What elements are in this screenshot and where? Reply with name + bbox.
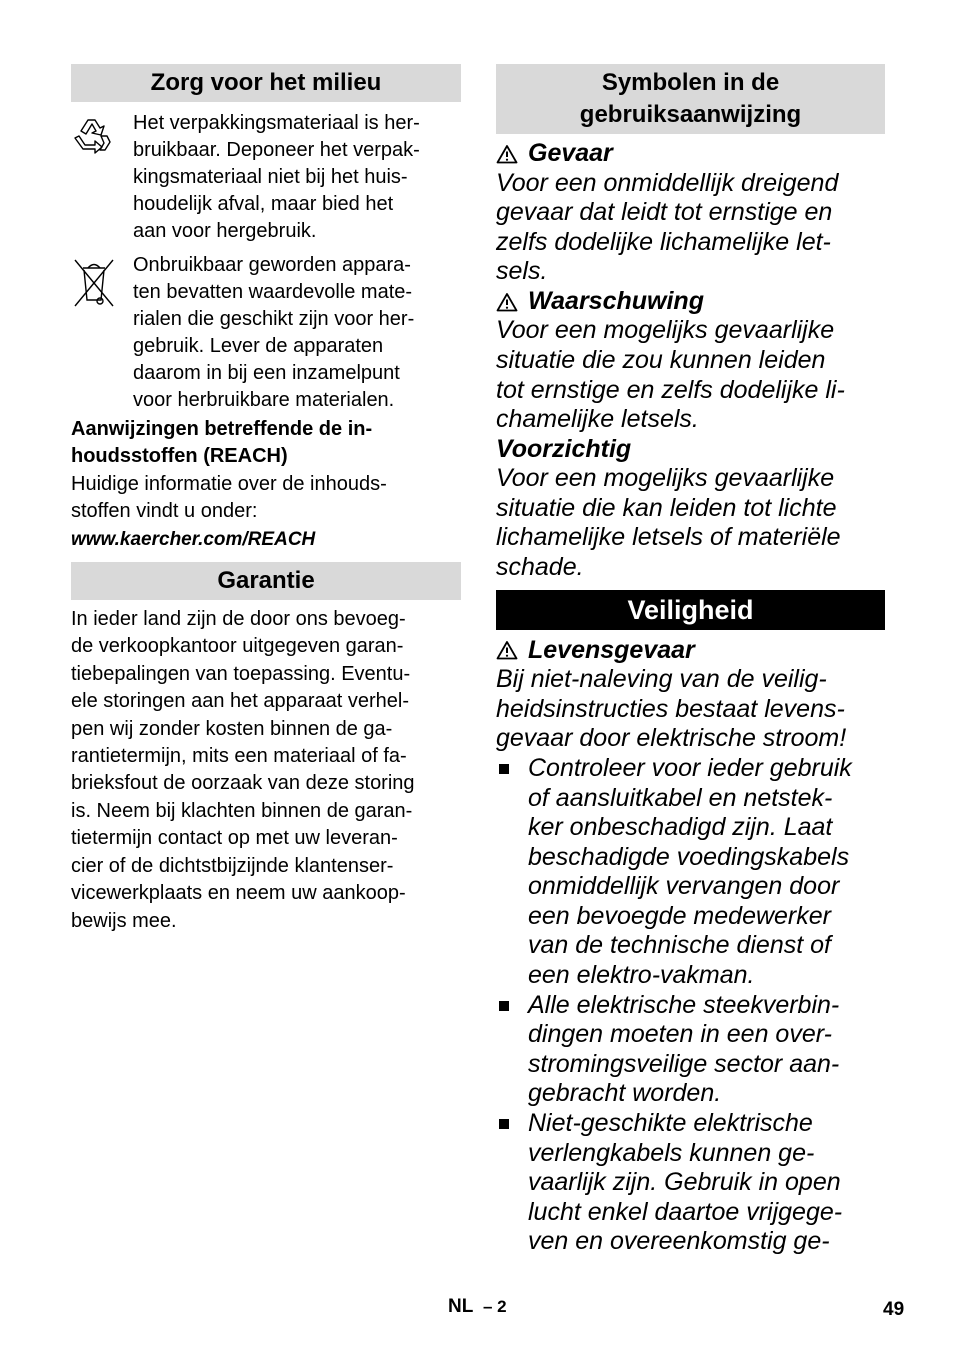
heading-garantie: Garantie xyxy=(71,562,461,600)
waarschuwing-text: Voor een mogelijks gevaarlijke situatie die zou kunnen leiden tot ernstige en zelfs dodelijke li- chamelijke letsels. xyxy=(496,316,845,434)
gevaar-title: Gevaar xyxy=(528,139,613,167)
right-column xyxy=(496,64,885,1257)
left-column xyxy=(71,64,461,935)
heading-veiligheid: Veiligheid xyxy=(496,590,885,630)
waarschuwing-heading xyxy=(496,287,885,317)
recycle-icon xyxy=(71,110,133,245)
gevaar-text: Voor een onmiddellijk dreigend gevaar dat leidt tot ernstige en zelfs dodelijke lichamelijke let- sels. xyxy=(496,168,839,286)
voorzichtig-text: Voor een mogelijks gevaarlijke situatie die kan leiden tot lichte lichamelijke letsels of materiële schade. xyxy=(496,464,841,582)
bullet-square-icon xyxy=(496,991,528,1109)
voorzichtig-heading xyxy=(496,435,885,465)
bullet-square-icon xyxy=(496,1109,528,1257)
bullet-text: Alle elektrische steekverbin- dingen moeten in een over- stromingsveilige sector aan- gebracht worden. xyxy=(528,990,840,1108)
reach-heading: Aanwijzingen betreffende de in- houdsstoffen (REACH) xyxy=(71,418,373,468)
warning-triangle-icon xyxy=(496,144,518,164)
voorzichtig-title: Voorzichtig xyxy=(496,434,632,463)
bullet-square-icon xyxy=(496,754,528,991)
levensgevaar-title: Levensgevaar xyxy=(528,635,695,664)
levensgevaar-text: Bij niet-naleving van de veilig- heidsinstructies bestaat levens- gevaar door elektrische stroom! xyxy=(496,665,847,753)
weee-text: Onbruikbaar geworden appara- ten bevatten waardevolle mate- rialen die geschikt zijn voor her- gebruik. Lever de apparaten daarom in bij een inzamelpunt voor herbruikbare materialen. xyxy=(133,254,415,411)
recycle-text: Het verpakkingsmateriaal is her- bruikbaar. Deponeer het verpak- kingsmateriaal niet bij het huis- houdelijk afval, maar bied het aan voor hergebruik. xyxy=(133,112,420,242)
footer-section: – 2 xyxy=(483,1297,507,1316)
waarschuwing-title: Waarschuwing xyxy=(528,286,704,315)
reach-link[interactable]: www.kaercher.com/REACH xyxy=(71,528,316,550)
list-item xyxy=(496,754,885,991)
heading-milieu: Zorg voor het milieu xyxy=(71,64,461,102)
warning-triangle-icon xyxy=(496,292,518,312)
recycle-block xyxy=(71,110,461,245)
bullet-text: Controleer voor ieder gebruik of aansluitkabel en netstek- ker onbeschadigd zijn. Laat beschadigde voedingskabels onmiddellijk vervangen door een bevoegde medewerker van de technische dienst of een elektro-vakman. xyxy=(528,753,852,990)
gevaar-heading xyxy=(496,139,885,169)
crossed-bin-icon xyxy=(71,252,133,414)
garantie-text: In ieder land zijn de door ons bevoeg- de verkoopkantoor uitgegeven garan- tiebepalingen van toepassing. Eventu- ele storingen aan het apparaat verhel- pen wij zonder kosten binnen de ga- rantietermijn, mits een materiaal of fa- brieksfout de oorzaak van deze storing is. Neem bij klachten binnen de garan- tietermijn contact op met uw leveran- cier of de dichtstbijzijnde klantenser- vicewerkplaats en neem uw aankoop- bewijs mee. xyxy=(71,608,415,932)
bullet-text: Niet-geschikte elektrische verlengkabels kunnen ge- vaarlijk zijn. Gebruik in open lucht enkel daartoe vrijgege- ven en overeenkomstig ge- xyxy=(528,1109,843,1256)
list-item xyxy=(496,1109,885,1257)
reach-text: Huidige informatie over de inhouds- stoffen vindt u onder: xyxy=(71,472,387,523)
page-number: 49 xyxy=(883,1299,905,1320)
footer-language: NL xyxy=(448,1296,474,1317)
warning-triangle-icon xyxy=(496,640,518,660)
heading-symbolen: Symbolen in de gebruiksaanwijzing xyxy=(496,64,885,134)
list-item xyxy=(496,991,885,1109)
levensgevaar-heading xyxy=(496,636,885,666)
weee-block xyxy=(71,252,461,414)
